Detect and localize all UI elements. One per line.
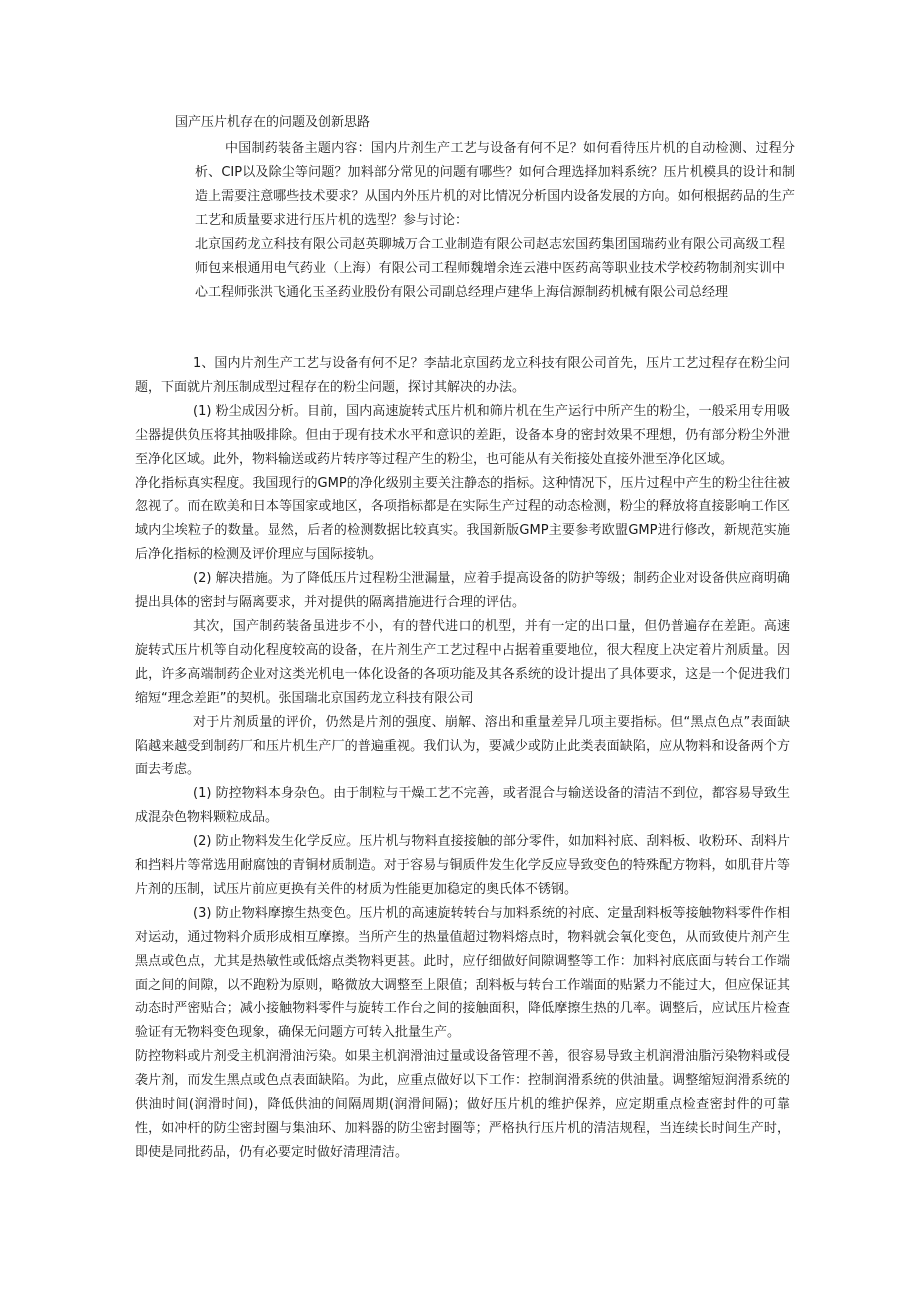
paragraph-secondly: 其次，国产制药装备虽进步不小，有的替代进口的机型，并有一定的出口量，但仍普遍存在差距。高速旋转式压片机等自动化程度较高的设备，在片剂生产工艺过程中占据着重要地位，很大程度上决定着片剂质量。因此，许多高端制药企业对这类光机电一体化设备的各项功能及其各系统的设计提出了具体要求，这是一个促进我们缩短“理念差距”的契机。张国瑞北京国药龙立科技有限公司 — [135, 618, 790, 706]
article-body — [135, 352, 790, 1165]
paragraph-clean-index: 净化指标真实程度。我国现行的GMP的净化级别主要关注静态的指标。这种情况下，压片过程中产生的粉尘往往被忽视了。而在欧美和日本等国家或地区，各项指标都是在实际生产过程的动态检测，粉尘的释放将直接影响工作区域内尘埃粒子的数量。显然，后者的检测数据比较真实。我国新版GMP主要参考欧盟GMP进行修改，新规范实施后净化指标的检测及评价理应与国际接轨。 — [135, 475, 790, 563]
participants-list: 北京国药龙立科技有限公司赵英聊城万合工业制造有限公司赵志宏国药集团国瑞药业有限公司高级工程师包来根通用电气药业（上海）有限公司工程师魏增余连云港中医药高等职业技术学校药物制剂实训中心工程师张洪飞通化玉圣药业股份有限公司副总经理卢建华上海信源制药机械有限公司总经理 — [195, 237, 785, 300]
paragraph-question-1: 1、国内片剂生产工艺与设备有何不足？李喆北京国药龙立科技有限公司首先，压片工艺过程存在粉尘问题，下面就片剂压制成型过程存在的粉尘问题，探讨其解决的办法。 — [135, 356, 790, 395]
paragraph-quality: 对于片剂质量的评价，仍然是片剂的强度、崩解、溶出和重量差异几项主要指标。但“黑点色点”表面缺陷越来越受到制药厂和压片机生产厂的普遍重视。我们认为，要减少或防止此类表面缺陷，应从物料和设备两个方面去考虑。 — [135, 714, 790, 778]
paragraph-lubricant: 防控物料或片剂受主机润滑油污染。如果主机润滑油过量或设备管理不善，很容易导致主机润滑油脂污染物料或侵袭片剂，而发生黑点或色点表面缺陷。为此，应重点做好以下工作：控制润滑系统的供油量。调整缩短润滑系统的供油时间(润滑时间)，降低供油的间隔周期(润滑间隔)；做好压片机的维护保养，应定期重点检查密封件的可靠性，如冲杆的防尘密封圈与集油环、加料器的防尘密封圈等；严格执行压片机的清洁规程，当连续长时间生产时，即使是同批药品，仍有必要定时做好清理清洁。 — [135, 1049, 790, 1160]
paragraph-solution: (2) 解决措施。为了降低压片过程粉尘泄漏量，应着手提高设备的防护等级；制药企业对设备供应商明确提出具体的密封与隔离要求，并对提供的隔离措施进行合理的评估。 — [135, 571, 790, 611]
document-title: 国产压片机存在的问题及创新思路 — [175, 115, 371, 130]
paragraph-impurity: (1) 防控物料本身杂色。由于制粒与干燥工艺不完善，或者混合与输送设备的清洁不到位，都容易导致生成混杂色物料颗粒成品。 — [135, 786, 790, 826]
topic-intro: 中国制药装备主题内容：国内片剂生产工艺与设备有何不足？如何看待压片机的自动检测、过程分析、CIP以及除尘等问题？加料部分常见的问题有哪些？如何合理选择加料系统？压片机模具的设计和制造上需要注意哪些技术要求？从国内外压片机的对比情况分析国内设备发展的方向。如何根据药品的生产工艺和质量要求进行压片机的选型？参与讨论： — [195, 141, 795, 228]
paragraph-chemical: (2) 防止物料发生化学反应。压片机与物料直接接触的部分零件，如加料衬底、刮料板、收粉环、刮料片和挡料片等常选用耐腐蚀的青铜材质制造。对于容易与铜质件发生化学反应导致变色的特殊配方物料，如肌苷片等片剂的压制，试压片前应更换有关件的材质为性能更加稳定的奥氏体不锈钢。 — [135, 834, 790, 897]
paragraph-dust-cause: (1) 粉尘成因分析。目前，国内高速旋转式压片机和筛片机在生产运行中所产生的粉尘，一般采用专用吸尘器提供负压将其抽吸排除。但由于现有技术水平和意识的差距，设备本身的密封效果不理想，仍有部分粉尘外泄至净化区域。此外，物料输送或药片转序等过程产生的粉尘，也可能从有关衔接处直接外泄至净化区域。 — [135, 403, 790, 467]
paragraph-friction: (3) 防止物料摩擦生热变色。压片机的高速旋转转台与加料系统的衬底、定量刮料板等接触物料零件作相对运动，通过物料介质形成相互摩擦。当所产生的热量值超过物料熔点时，物料就会氧化变色，从而致使片剂产生黑点或色点，尤其是热敏性或低熔点类物料更甚。此时，应仔细做好间隙调整等工作：加料衬底底面与转台工作端面之间的间隙，以不跑粉为原则，略微放大调整至上限值；刮料板与转台工作端面的贴紧力不能过大，但应保证其动态时严密贴合；减小接触物料零件与旋转工作台之间的接触面积，降低摩擦生热的几率。调整后，应试压片检查验证有无物料变色现象，确保无问题方可转入批量生产。 — [135, 905, 790, 1041]
